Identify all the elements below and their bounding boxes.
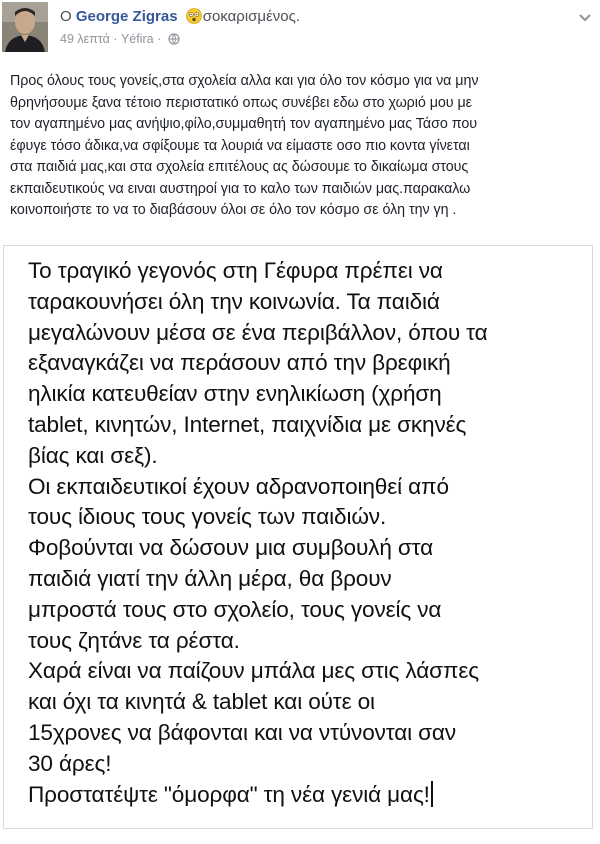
image-text-line: tablet, κινητών, Internet, παιχνίδια με σκηνές (28, 411, 467, 437)
post-line: έφυγε τόσο άδικα,να σφίξουμε τα λουριά να είμαστε οσο πιο κοντα γίνεται (10, 137, 470, 154)
post-line: θρηνήσουμε ξανα τέτοιο περιστατικό οπως συνέβει εδω στο χωριό μου με (10, 94, 473, 111)
post-timestamp-link[interactable]: 49 λεπτά (60, 32, 110, 46)
post-message (10, 71, 592, 222)
image-text-line: 30 άρες! (28, 750, 112, 776)
post-header (0, 0, 600, 62)
post-line: κοινοποιήστε το να το διαβάσουν όλοι σε όλο τον κόσμο σε όλη την γη . (10, 202, 457, 218)
post-meta (60, 32, 180, 48)
image-text-line: τους ίδιους τους γονείς των παιδιών. (28, 504, 387, 530)
image-text-line: τους ζητάνε τα ρέστα. (28, 627, 240, 653)
meta-separator: · (113, 32, 118, 46)
author-line (60, 8, 300, 26)
image-text-line: ταρακουνήσει όλη την κοινωνία. Τα παιδιά (28, 288, 440, 314)
image-text (28, 256, 584, 810)
image-text-line: και όχι τα κινητά & tablet και ούτε οι (28, 689, 375, 715)
location-link[interactable]: Yéfira (120, 32, 154, 46)
image-text-line: ηλικία κατευθείαν στην ενηλικίωση (χρήση (28, 381, 442, 407)
meta-separator: · (157, 32, 162, 46)
shocked-face-icon (186, 8, 202, 24)
avatar[interactable] (2, 2, 48, 52)
feeling-label[interactable]: σοκαρισμένος. (202, 8, 300, 25)
image-text-line-last (28, 780, 584, 811)
post-line: τον αγαπημένο μας ανήψιο,φίλο,συμμαθητή τον αγαπημένο μας Τάσο που (10, 116, 477, 132)
image-text-line: μπροστά τους στο σχολείο, τους γονείς να (28, 596, 442, 622)
image-text-line: μεγαλώνουν μέσα σε ένα περιβάλλον, όπου τα (28, 319, 488, 345)
image-text-line: Προστατέψτε "όμορφα" τη νέα γενιά μας! (28, 781, 430, 807)
image-text-line: εξαναγκάζει να περάσουν από την βρεφική (28, 350, 451, 376)
image-text-line: Το τραγικό γεγονός στη Γέφυρα πρέπει να (28, 258, 443, 283)
image-text-line: βίας και σεξ). (28, 442, 158, 468)
image-text-line: παιδιά γιατί την άλλη μέρα, θα βρουν (28, 565, 392, 591)
post-line: Προς όλους τους γονείς,στα σχολεία αλλα και για όλο τον κόσμο για να μην (10, 73, 479, 89)
author-name-link[interactable]: George Zigras (75, 8, 178, 25)
globe-icon[interactable] (168, 33, 180, 48)
image-text-line: Φοβούνται να δώσουν μια συμβουλή στα (28, 535, 434, 561)
author-prefix: Ο (60, 8, 72, 25)
post-line: εκπαιδευτικούς να ειναι αυστηροί για το καλο των παιδιών μας.παρακαλω (10, 180, 471, 197)
chevron-down-icon[interactable] (578, 10, 592, 20)
image-text-line: 15χρονες να βάφονται και να ντύνονται σαν (28, 719, 456, 745)
attached-image-card[interactable] (3, 245, 593, 829)
image-text-line: Οι εκπαιδευτικοί έχουν αδρανοποιηθεί από (28, 473, 449, 499)
post-line: στα παιδιά μας,και στα σχολεία επιτέλους ας δώσουμε το δικαίωμα στους (10, 159, 469, 175)
text-cursor (431, 781, 433, 807)
image-text-line: Χαρά είναι να παίζουν μπάλα μες στις λάσπες (28, 658, 480, 684)
